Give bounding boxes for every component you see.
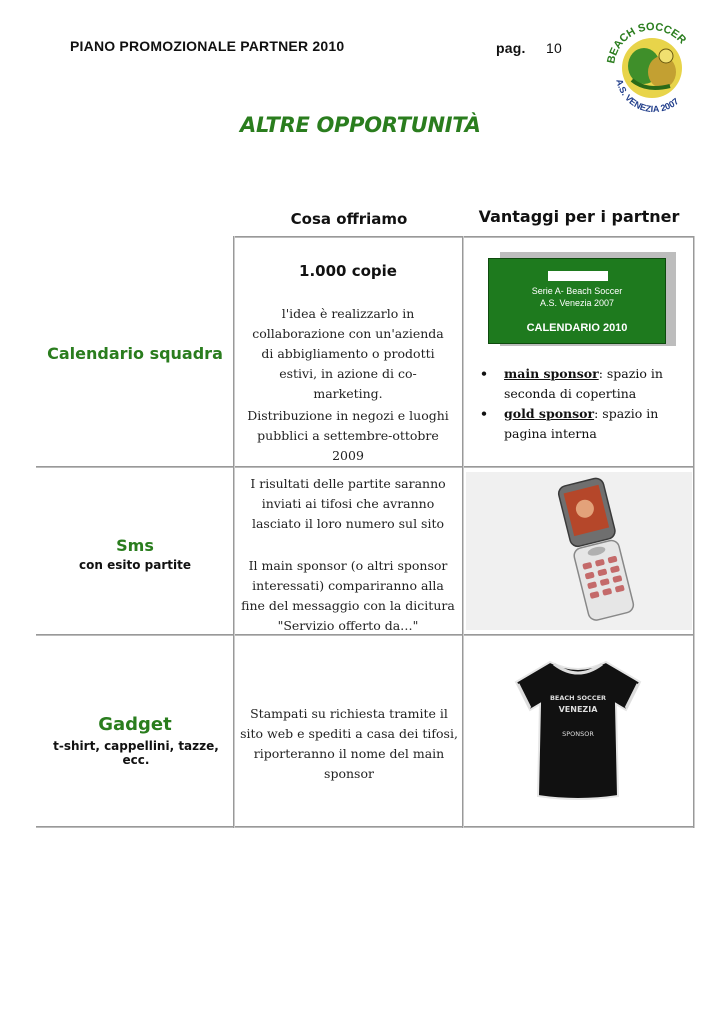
bullet-text: : spazio in pagina interna <box>504 406 659 441</box>
row-label-gadget: Gadget <box>98 714 172 735</box>
table-right-edge <box>693 236 695 828</box>
calendar-line-1: Serie A- Beach Soccer <box>531 286 623 296</box>
tshirt-line-3: SPONSOR <box>562 730 594 738</box>
table-top-rule <box>234 236 694 238</box>
tshirt-line-2: VENEZIA <box>558 705 598 714</box>
beach-soccer-logo <box>596 10 706 120</box>
table-bottom-rule <box>36 826 694 828</box>
bullet-term: gold sponsor <box>504 406 595 421</box>
page-label: pag. <box>496 40 526 56</box>
column-header-advantages: Vantaggi per i partner <box>478 207 680 226</box>
offer-heading: 1.000 copie <box>299 262 397 280</box>
calendar-line-3: CALENDARIO 2010 <box>526 322 628 334</box>
bullet-term: main sponsor <box>504 366 599 381</box>
tshirt-image <box>510 656 646 802</box>
tshirt-line-1: BEACH SOCCER <box>549 694 607 702</box>
logo-top-text: BEACH SOCCER <box>605 21 689 65</box>
row-label-calendario: Calendario squadra <box>47 344 223 363</box>
offer-text-gadget: Stampati su richiesta tramite il sito web e spediti a casa dei tifosi, riporteranno il nome del main sponsor <box>240 706 458 781</box>
calendar-cover-image <box>488 258 666 344</box>
page-number: 10 <box>546 40 562 56</box>
row-sublabel-gadget: t-shirt, cappellini, tazze, ecc. <box>53 739 219 767</box>
document-title: PIANO PROMOZIONALE PARTNER 2010 <box>70 38 345 54</box>
row-label-sms: Sms <box>116 536 154 555</box>
row-sublabel-sms: con esito partite <box>79 558 191 572</box>
offer-text-calendario-1: l'idea è realizzarlo in collaborazione con un'azienda di abbigliamento o prodotti estivi, in azione di co-marketing. <box>252 306 444 401</box>
offer-text-sms-1: I risultati delle partite saranno inviati ai tifosi che avranno lasciato il loro numero sul sito <box>250 476 446 531</box>
mobile-phone-image <box>555 474 639 624</box>
offer-text-calendario-2: Distribuzione in negozi e luoghi pubblici a settembre-ottobre 2009 <box>247 408 449 463</box>
row-divider <box>36 466 694 468</box>
column-divider <box>462 236 464 828</box>
list-item <box>478 364 692 404</box>
calendar-line-2: A.S. Venezia 2007 <box>539 298 615 308</box>
calendar-label-box <box>548 271 608 281</box>
column-header-offer: Cosa offriamo <box>290 210 408 228</box>
section-title: ALTRE OPPORTUNITÀ <box>240 113 481 137</box>
logo-bottom-text: A.S. VENEZIA 2007 <box>614 78 681 115</box>
list-item <box>478 404 692 444</box>
advantages-list <box>478 364 692 444</box>
offer-text-sms-2: Il main sponsor (o altri sponsor interessati) compariranno alla fine del messaggio con la dicitura "Servizio offerto da…" <box>241 558 455 633</box>
bullet-text: : spazio in seconda di copertina <box>504 366 663 401</box>
